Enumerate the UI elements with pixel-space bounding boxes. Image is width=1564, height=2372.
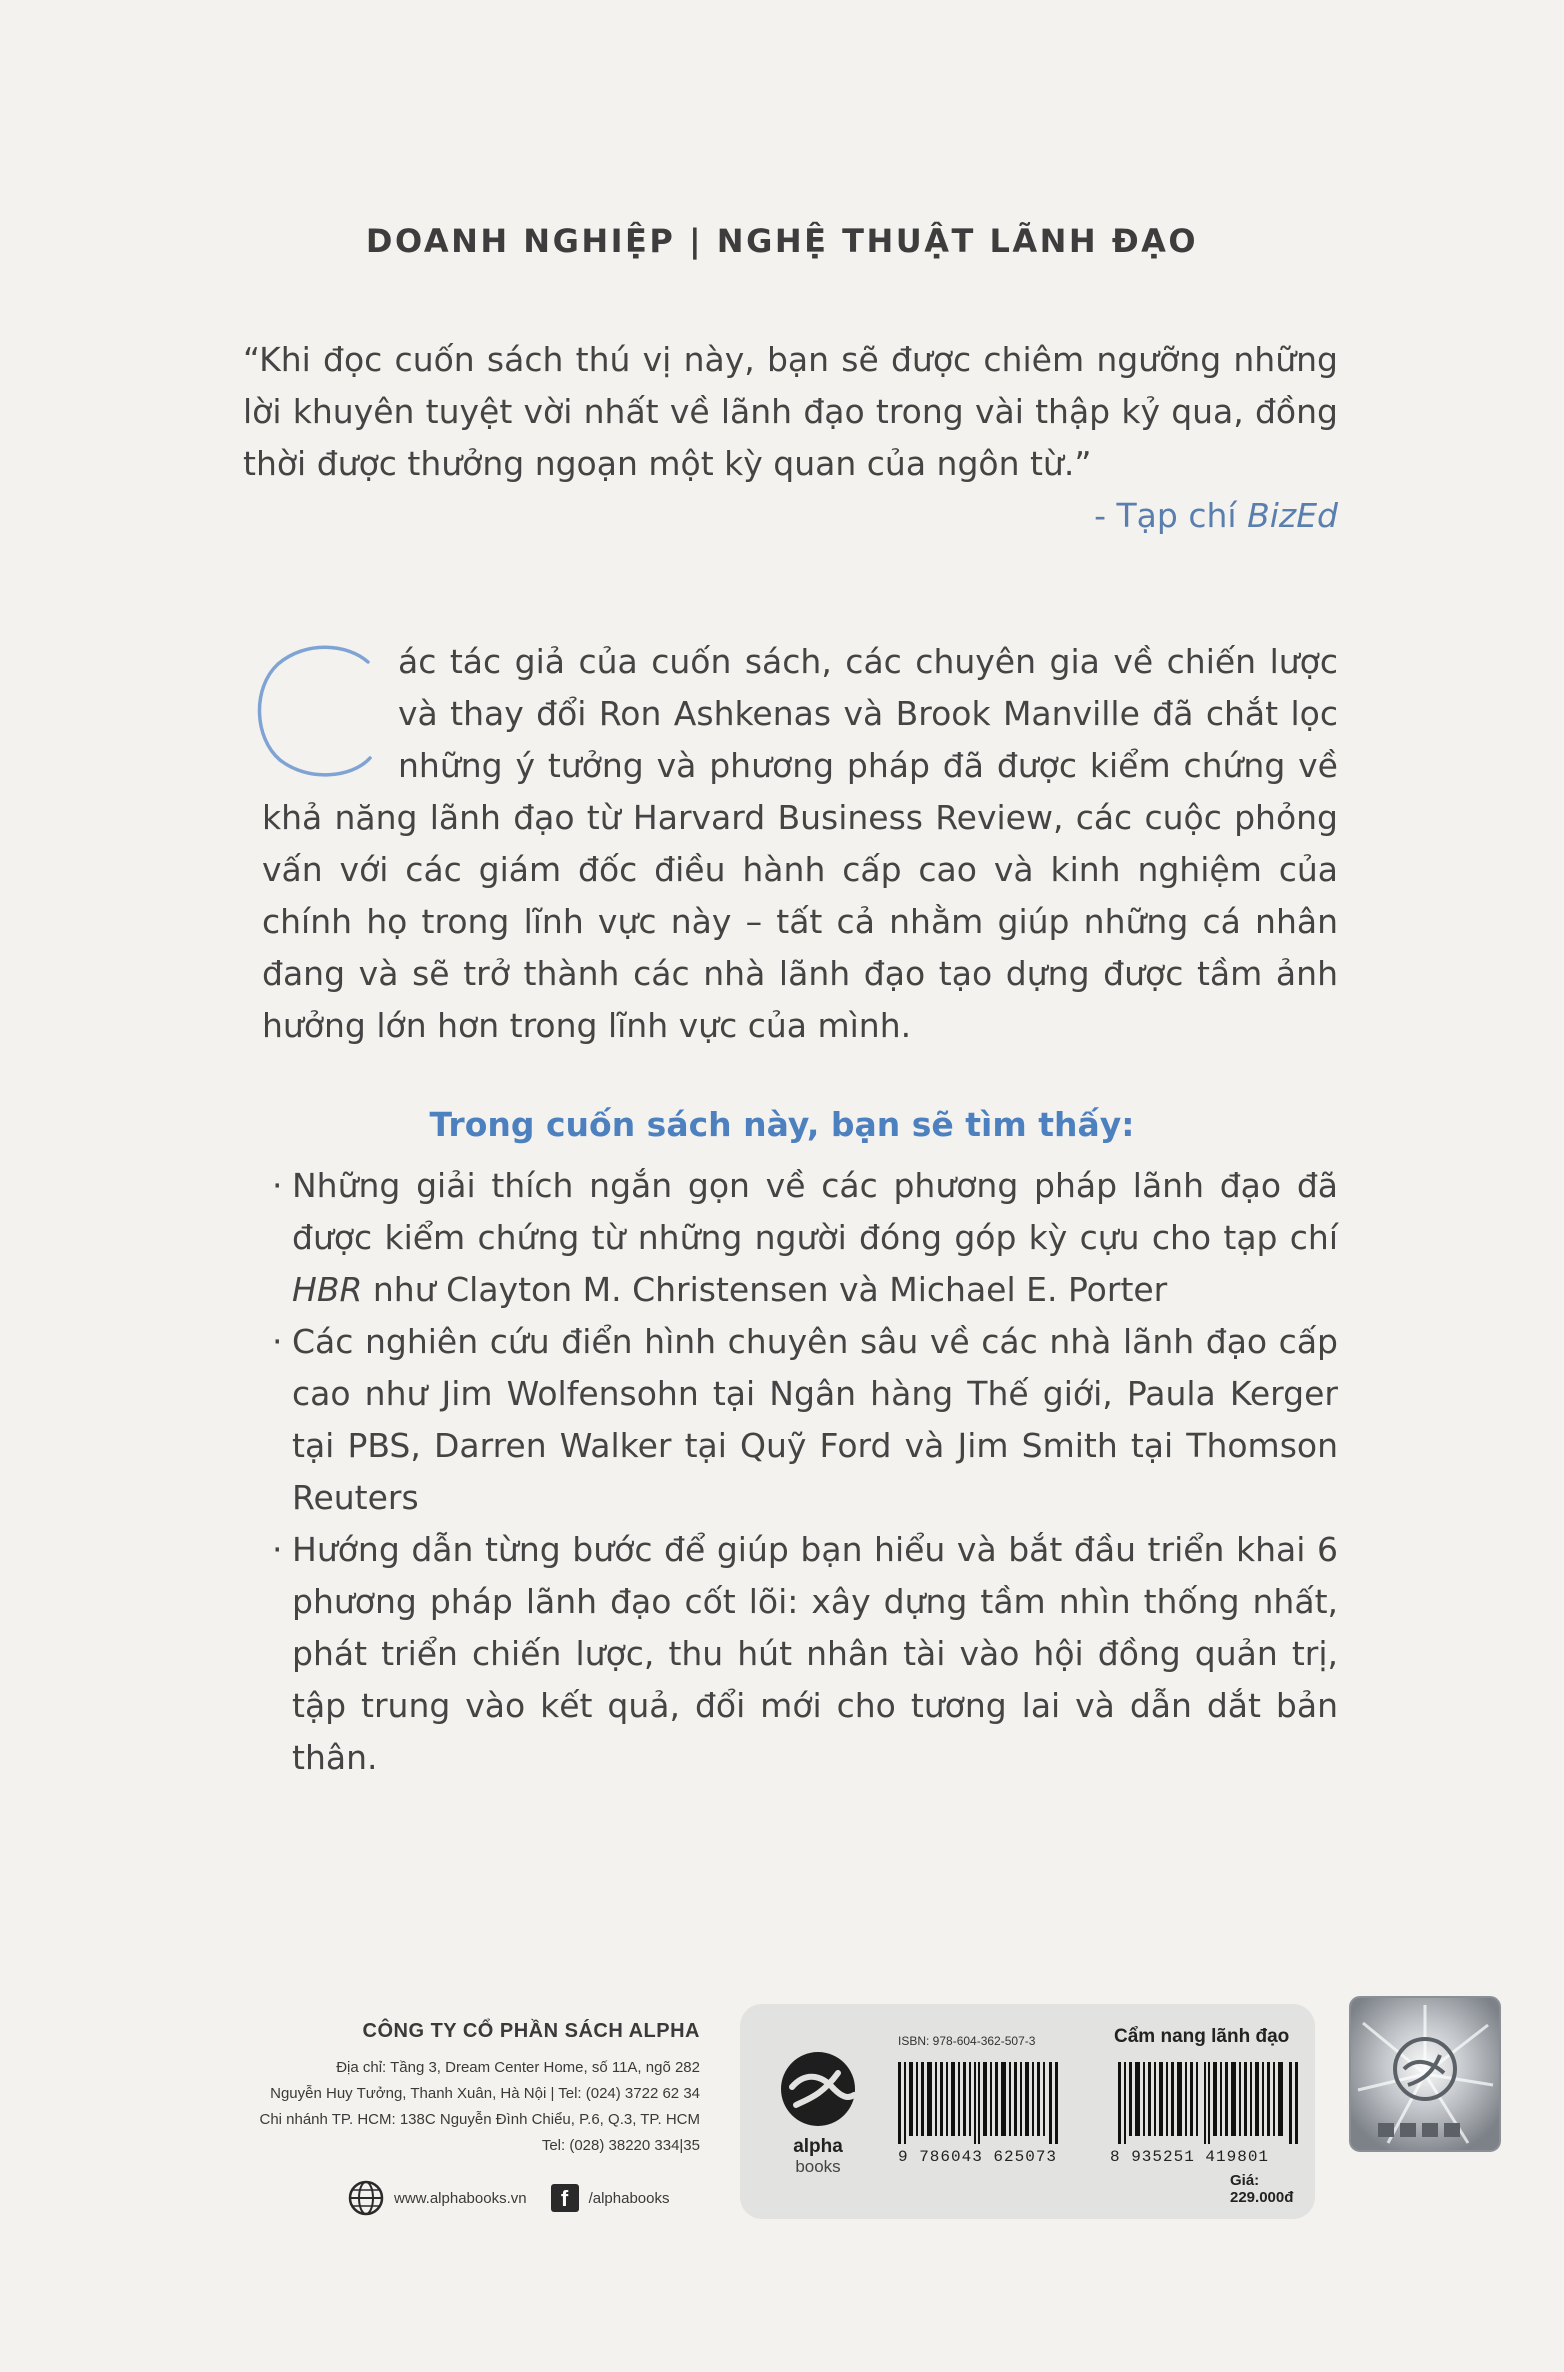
barcode-panel (740, 2004, 1315, 2219)
publisher-address-2: Nguyễn Huy Tưởng, Thanh Xuân, Hà Nội | Tel: (024) 3722 62 34 (270, 2085, 700, 2102)
website-link[interactable]: www.alphabooks.vn (394, 2189, 527, 2207)
barcode-book-title: Cẩm nang lãnh đạo (1114, 2026, 1290, 2047)
bullet-dot: · (272, 1530, 283, 1569)
list-item: · Hướng dẫn từng bước để giúp bạn hiểu và bắt đầu triển khai 6 phương pháp lãnh đạo cốt lõi: xây dựng tầm nhìn thống nhất, phát triển chiến lược, thu hút nhân tài vào hội đồng quản trị, tập trung vào kết quả, đổi mới cho tương lai và dẫn dắt bản thân. (270, 1524, 1338, 1784)
intro-text: ác tác giả của cuốn sách, các chuyên gia về chiến lược và thay đổi Ron Ashkenas và Brook Manville đã chắt lọc những ý tưởng và phương pháp đã được kiểm chứng về khả năng lãnh đạo từ Harvard Business Review, các cuộc phỏng vấn với các giám đốc điều hành cấp cao và kinh nghiệm của chính họ trong lĩnh vực này – tất cả nhằm giúp những cá nhân đang và sẽ trở thành các nhà lãnh đạo tạo dựng được tầm ảnh hưởng lớn hơn trong lĩnh vực của mình. (262, 642, 1338, 1045)
findings-title: Trong cuốn sách này, bạn sẽ tìm thấy: (429, 1105, 1135, 1144)
attribution-source: BizEd (1247, 496, 1338, 535)
globe-icon (348, 2180, 384, 2216)
isbn-barcode (898, 2062, 1058, 2144)
intro-paragraph (262, 636, 1338, 1052)
hologram-sticker-icon (1348, 1995, 1502, 2153)
logo-brand: alpha (793, 2136, 843, 2157)
findings-list (270, 1160, 1338, 1784)
attribution-prefix: - Tạp chí (1094, 496, 1248, 535)
isbn-label: ISBN: 978-604-362-507-3 (898, 2034, 1036, 2048)
publisher-address-3: Chi nhánh TP. HCM: 138C Nguyễn Đình Chiểu, P.6, Q.3, TP. HCM (259, 2111, 700, 2128)
review-quote (243, 334, 1338, 542)
publisher-info (210, 2020, 700, 2159)
quote-text: “Khi đọc cuốn sách thú vị này, bạn sẽ được chiêm ngưỡng những lời khuyên tuyệt vời nhất về lãnh đạo trong vài thập kỷ qua, đồng thời được thưởng ngoạn một kỳ quan của ngôn từ.” (243, 340, 1338, 483)
publisher-company: CÔNG TY CỔ PHẦN SÁCH ALPHA (362, 2020, 700, 2042)
bullet-dot: · (272, 1322, 283, 1361)
isbn-number: 9 786043 625073 (898, 2148, 1058, 2166)
ean-barcode (1118, 2062, 1298, 2144)
list-item: · Các nghiên cứu điển hình chuyên sâu về các nhà lãnh đạo cấp cao như Jim Wolfensohn tại Ngân hàng Thế giới, Paula Kerger tại PBS, Darren Walker tại Quỹ Ford và Jim Smith tại Thomson Reuters (270, 1316, 1338, 1524)
dropcap (256, 642, 376, 782)
price: Giá: 229.000đ (1230, 2172, 1294, 2206)
publisher-address-4: Tel: (028) 38220 334|35 (541, 2137, 700, 2154)
publisher-links (348, 2180, 669, 2216)
publisher-address-1: Địa chỉ: Tầng 3, Dream Center Home, số 11A, ngõ 282 (336, 2059, 700, 2076)
logo-sub: books (795, 2157, 841, 2176)
alpha-books-logo (778, 2049, 858, 2189)
list-item: · Những giải thích ngắn gọn về các phương pháp lãnh đạo đã được kiểm chứng từ những người đóng góp kỳ cựu cho tạp chí HBR như Clayton M. Christensen và Michael E. Porter (270, 1160, 1338, 1316)
quote-attribution (243, 490, 1338, 542)
ean-number: 8 935251 419801 (1110, 2148, 1270, 2166)
facebook-link[interactable]: /alphabooks (588, 2189, 670, 2207)
alpha-logo-icon (778, 2049, 858, 2129)
facebook-icon: f (551, 2184, 579, 2212)
category-heading: DOANH NGHIỆP | NGHỆ THUẬT LÃNH ĐẠO (365, 222, 1199, 260)
bullet-dot: · (272, 1166, 283, 1205)
dropcap-c-icon (256, 642, 376, 782)
